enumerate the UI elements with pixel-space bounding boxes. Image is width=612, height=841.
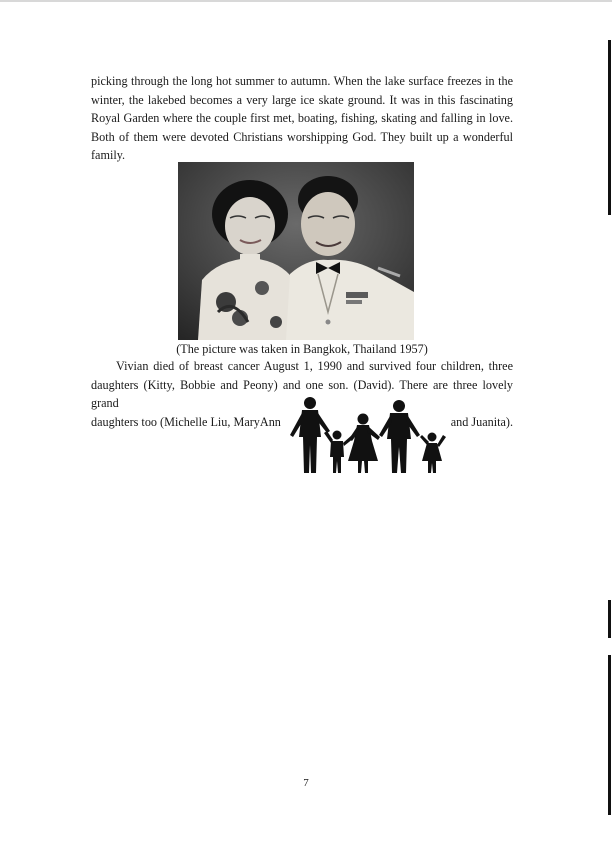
scan-edge-top — [0, 0, 612, 2]
scan-edge-right — [608, 600, 611, 638]
family-holding-hands-silhouette-icon — [286, 397, 448, 475]
photo-caption: (The picture was taken in Bangkok, Thailand 1957) — [176, 342, 428, 356]
scan-edge-right — [608, 655, 611, 815]
couple-photo — [178, 162, 414, 340]
body-paragraph-2-line-3-right: and Juanita). — [450, 414, 513, 429]
body-paragraph-2-line-3-left: daughters too (Michelle Liu, MaryAnn — [91, 414, 281, 429]
couple-photo-image — [178, 162, 414, 340]
body-paragraph-2-text: Vivian died of breast cancer August 1, 1990 and survived four children, three daughters (Kitty, Bobbie and Peony) and one son. (David). There are three lovely grand — [91, 359, 513, 411]
scan-edge-right — [608, 40, 611, 215]
body-paragraph-1: picking through the long hot summer to autumn. When the lake surface freezes in the winter, the lakebed becomes a very large ice skate ground. It was in this fascinating Royal Garden where the couple first met, boating, fishing, skating and falling in love. Both of them were devoted Christians worshipping God. They built up a wonderful family. — [91, 74, 513, 163]
page-number: 7 — [303, 777, 309, 789]
